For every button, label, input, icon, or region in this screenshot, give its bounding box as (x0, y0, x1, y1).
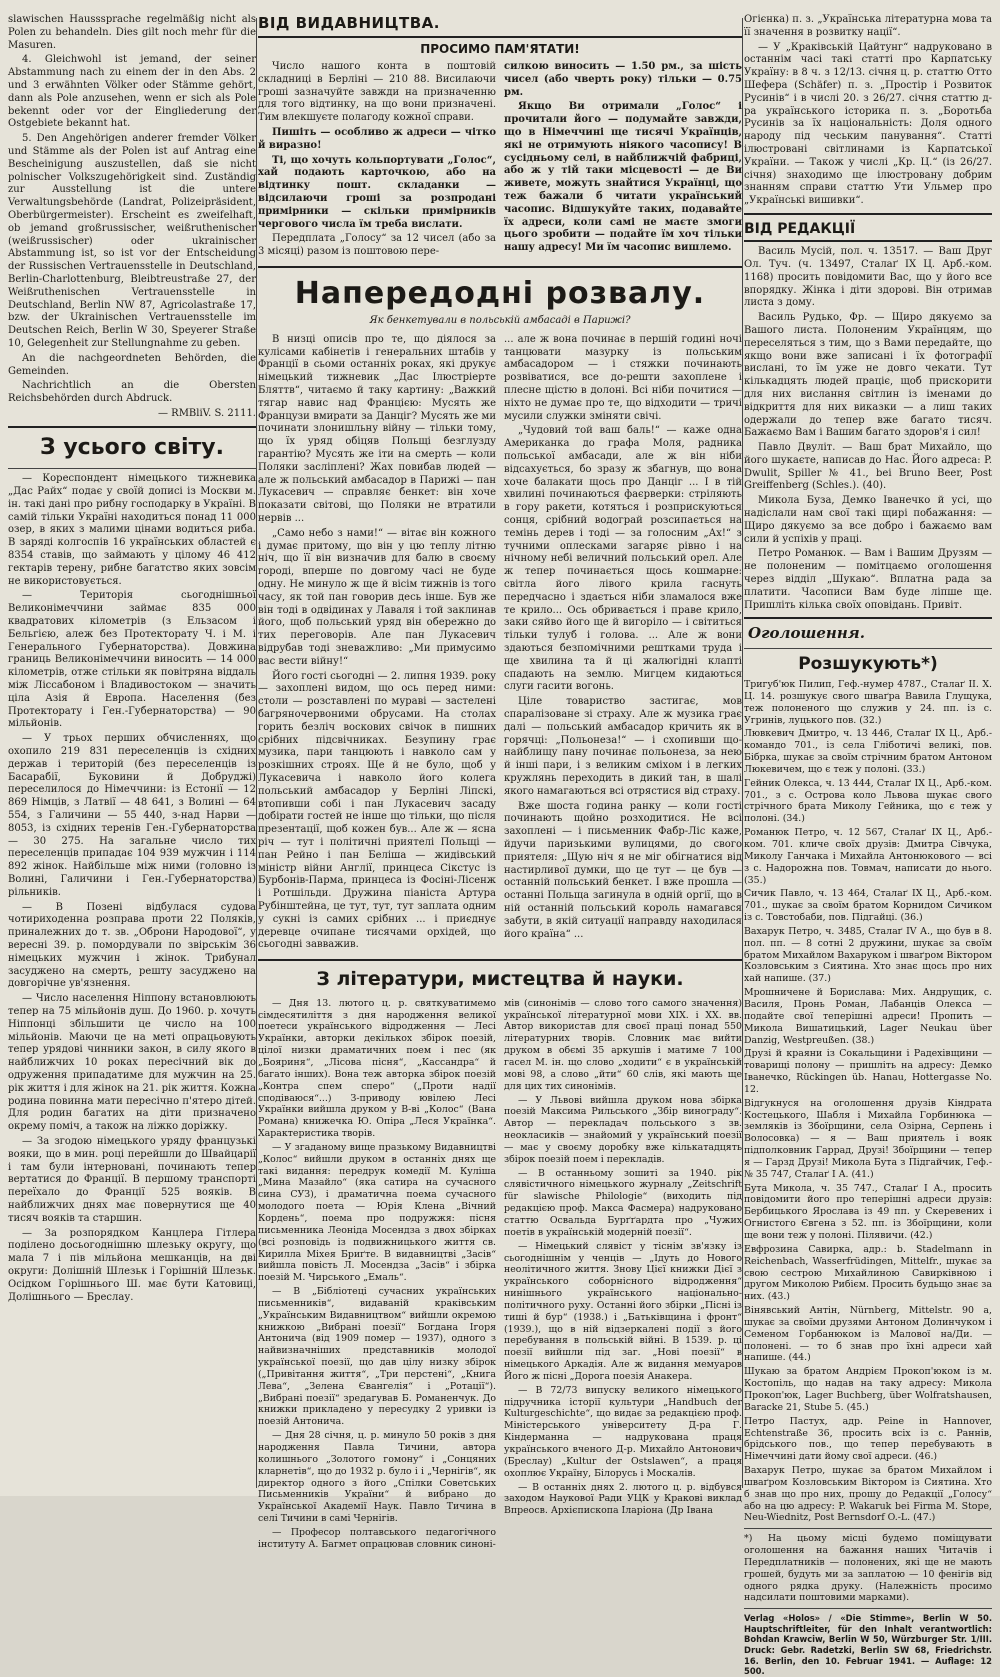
literature-item: мів (синонімів — слово того самого значення) української літературної мови XIX. і XX. вв. Автор використав для своєї праці понад 550 літературних творів. Словник має вийти друком в обємі 35 аркушів і матиме 7 100 гасел М. ін. що слово „ходити“ є в українській мові 98, а слово „йти“ 60 слів, які мають ще для цих тих синонімів. (504, 997, 742, 1092)
german-decree (8, 14, 256, 421)
editorial-replies (744, 246, 992, 612)
news-item: — У трьох перших обчисленнях, що охопило 219 831 переселенців із східних держав і територій (без переселенців із Басарабії, Буковини й Добруджі) переселилося до Німеччини: із Естонії — 12 869 Німців, з Латвії — 48 641, з Волині — 64 554, з Галичини — 55 440, з-над Нарви — 8053, із східних теренів Ген.-Губернаторства — 30 275. На загальне число тих переселенців припадає 104 939 мужчин і 114 892 жінок. Найбільше між ними (головно із Волині, Галичини і Ген.-Губернаторства) рільників. (8, 733, 256, 898)
article-paragraph: ... але ж вона починає в першій годині ночі танцювати мазурку із польським амбасадором — і стяжки починають розвіватися, все до-решти захоплене і плесне щістю в долоні. Всі ніби почитися — ніхто не думає про те, що відходити — тричі мусили служки зміняти свічі. (504, 333, 742, 422)
notice-paragraph: Число нашого конта в поштовій складниці в Берліні — 210 88. Висилаючи гроші зазначуйте завжди на призначенню для того відтинку, на що вони призначені. Тим влекшуєте полагоду кожної справи. (258, 61, 496, 124)
reply-item: Павло Двуліт. — Ваш брат Михайло, що його шукаєте, написав до Нас. Його адреса: P. Dwulit, Spiller № 41., bei Bruno Beer, Post Greiffenberg (Schles.). (40). (744, 442, 992, 492)
wanted-ad: Бута Микола, ч. 35 747., Сталаґ I A., просить повідомити його про теперішні адреси друзів: Бербицького Ярослава із 49 пп. у Скеревених і Огнистого Євгена з 52. пп. із Збоїрщини, коли ще вони теж у полоні. Пілявичи. (42.) (744, 1182, 992, 1242)
reply-item: Василь Рудько, Фр. — Щиро дякуємо за Вашого листа. Полоненим Українцям, що переселяться з тим, що з Вами передайте, що якщо вони вже записані і їх фотографії вислані, то їм уже не довго чекати. Тут кількадцять людей праціє, щоб прискорити для них вислання світлин із іменами до відкриття для них виказки — а лиш таких одержали до тепер вже багато тисяч. Бажаємо Вам і Вашим багато здоров'я і сил! (744, 312, 992, 439)
notice-paragraph: силкою виносить — 1.50 рм., за шість чисел (або чверть року) тільки — 0.75 рм. (504, 61, 742, 98)
wanted-ad: Романюк Петро, ч. 12 567, Сталаґ IX Ц., Арб.-ком. 701. кличе своїх друзів: Дмитра Сівчука, Миколу Ганчака і Михайла Антонюкового — всі з с. Надорожна пов. Товмач, написати до нього. (35.) (744, 827, 992, 886)
decree-paragraph: slawischen Hausssprache regelmäßig nicht als Polen zu behandeln. Dies gilt noch mehr für die Masuren. (8, 14, 256, 51)
editorial-title: ВІД РЕДАКЦІЇ (744, 220, 992, 242)
wanted-ad: Лювкевич Дмитро, ч. 13 446, Сталаґ IX Ц., Арб.-командо 701., із села Гліботичі великі, пов. Бібрка, шукає за своїм стрічним братом Антоном Люкевичем, що є теж у полоні. (33.) (744, 728, 992, 775)
decree-signature: — RMBliV. S. 2111. (157, 407, 256, 419)
divider (258, 959, 742, 961)
news-item: — За розпорядком Канцлера Гітлера поділено досьогоднішню шлезьку округу, що мала 7 і пів мільйона мешканців, на дві округи: Долішній Шлезьк і Горішній Шлезьк. Осідком Горішнього Ш. має бути Катовиці, Долішнього — Бреслау. (8, 1227, 256, 1303)
literature-item: — Професор полтавського педагогічного інституту А. Багмет опрацював словник синоні- (258, 1526, 496, 1550)
reply-item: Петро Романюк. — Вам і Вашим Друзям — не полоненим — помітцаємо оголошення через відділ „Шукаю“. Вплатна рада за платити. Часописи Вам буде ліпше ще. Пришліть кілька своїх оповідань. Привіт. (744, 548, 992, 611)
notice-paragraph: Якщо Ви отримали „Голос“ і прочитали його — подумайте завжди, що в Німеччині ще тисячі Українців, які не отримують ніякого часопису! В сусідньому селі, в найближчій фабриці, або ж у тій таки місцевості — де Ви живете, можуть знайтися Українці, що теж бажали б читати український часопис. Відшукуйте таких, подавайте їх адреси, коли самі не маєте змоги цього зробити — подайте їм хоч тільки нашу адресу! Ми їм часопис вишлемо. (504, 101, 742, 254)
wanted-ad: Мрошничене й Борислава: Мих. Андрущик, с. Василя, Пронь Роман, Лабанців Олекса — подайте свої теперішні адреси! Пропить — Микола Вишатицький, Lager Neukau über Danzig, Westpreußen. (38.) (744, 987, 992, 1046)
literature-item: — В 72/73 випуску великого німецького підручника історії культури „Handbuch der Kulturgeschichte“, що видає за редакцією проф. Міністерського університету Д-ра Г. Кіндерманна — надрукована праця українського вченого Д-р. Михайло Антонович (Бреслау) „Kultur der Ostslawen“, а праця охоплює Україну, Білорусь і Москалів. (504, 1384, 742, 1479)
column-paragraph: — У „Краківській Цайтунг“ надруковано в останнім часі такі статті про Карпатську Україну: в 8 ч. з 12/13. січня ц. р. статтю Отто Шефера (Schäfer) п. з. „Простір і Розвиток Русинів“ і в числі 20. з 26/27. січня статтю д-ра українського історика п. з. „Боротьба Русинів за їх національність: Доля одного народу під чеським панування“. Статті ілюстровані світлинами із Карпатської України. — Також у числі „Кр. Ц.“ (із 26/27. січня) знаходимо ще ілюстровану добрим знанням справи статтю Ути Ульмер про „Українські вишивки“. (744, 41, 992, 207)
wanted-ad: Вахарук Петро, ч. 3485, Сталаґ IV А., що був в 8. пол. пп. — 8 сотні 2 дружини, шукає за своїм братом Михайлом Вахаруком і шваґром Віктором Козловським з Сиятина. Хто знає щось про них хай напише. (37.) (744, 925, 992, 985)
divider (8, 426, 256, 428)
literature-item: — Дня 13. лютого ц. р. святкуватимемо сімдесятиліття з дня народження великої поетеси українського відродження — Лесі Українки, авторки декількох збірок поезій, цілої низки драматичних поем і пес (як „Бояриня“, „Лісова пісня“, „Кассандра“ й багато інших). Вона теж авторка збірок поезій „Контра спем сперо“ („Проти надії сподіваюся“...) З-приводу ювілею Лесі Українки вийшла друком у В-ві „Колос“ (Вана Романа) книжечка Ю. Опіра „Леся Українка“. Характеристика творів. (258, 997, 496, 1140)
reply-item: Василь Мусій, пол. ч. 13517. — Ваш Друг Ол. Туч. (ч. 13497, Сталаґ IX Ц. Арб.-ком. 1168) просить повідомити Вас, що у його все впорядку. Жінка і діти здорові. Він отримав листа з дому. (744, 246, 992, 309)
wanted-ad: Петро Пастух, адр. Peine in Hannover, Echtenstraße 36, просить всіх із с. Раннів, брідського пов., що тепер перебувають в Німеччині дати йому свої адреси. (46.) (744, 1415, 992, 1463)
ads-title: Оголошення. (748, 624, 865, 643)
article-paragraph: Вже шоста година ранку — коли гості починають щойно розходитися. Не всі захоплені — і письменник Фабр-Ліс каже, йдучи паризькими вулицями, до свого приятеля: „Щую ніч я не міг обігнатися від настирливої думки, що це тут — це був — останній польський бенкет. І вже прошла — останні Польща загинула в одній оргії, що в ній останній польський король намагався забути, в якій ситуації направду находилася його країна“ ... (504, 800, 742, 940)
publisher-notice (258, 61, 742, 261)
decree-paragraph: Nachrichtlich an die Obersten Reichsbehörden durch Abdruck. (8, 380, 256, 405)
left-column (8, 14, 256, 1489)
remember-title: ПРОСИМО ПАМ'ЯТАТИ! (420, 41, 580, 56)
article-paragraph: „Само небо з нами!“ — вітає він кожного і думає притому, що він у цю теплу літню ніч, що її він визначив для балю в своєму городі, вперше по довгому часі не буде одну. Не минуло ж ще й вісім тижнів із того часу, як той пан говорив десь інше. Був же він тоді в одвідинах у Лаваля і той заклинав його, щоб польський уряд він обережно до тих переговорів. Але пан Лукасевич відрубав тоді зневажливо: „Ми примусимо вас вести війну!“ (258, 527, 496, 667)
decree-paragraph: An die nachgeordneten Behörden, die Gemeinden. (8, 352, 256, 377)
wanted-ad: Евфрозина Савирка, адр.: b. Stadelmann in Reichenbach, Wasserfrüdingen, Mittelfr., шукає за свою сестрою Михайлиною Савирківною і другом Миколою Рибієм. Просить будьщо знає за них. (43.) (744, 1243, 992, 1303)
wanted-ad: Шукаю за братом Андрієм Прокоп'юком із м. Костопіль, що надав на таку адресу: Микола Прокоп'юк, Lager Buchberg, über Wolfratshausen, Baracke 21, Stube 5. (45.) (744, 1366, 992, 1413)
divider (744, 213, 992, 215)
wanted-ad: Відгукнуся на оголошення друзів Кіндрата Костецького, Шабля і Михайла Горбинюка — земляків із Збоїрщини, села Озірна, Серпень і Волосовка) — я — Ваш приятель і вояк підполковник Гаррад, Друзі! Збоїрщини — тепер я — Гарзд Друзі! Микола Бута з Підгайчик, Геф.-№ 35 747, Сталаґ I A. (41.) (744, 1097, 992, 1180)
literature-item: — У згаданому вище празькому Видавництві „Колос“ вийшли друком в останніх днях ще такі видання: передрук комедії М. Куліша „Мина Мазайло“ (яка сатира на сучасного сина СУЗ), і драматична поема сучасного молодого поета — Юрія Клена „Вічний Кордень“, поема про подружжя: пісня письменника Леоніда Мосендза з двох збірках (всі розповідь із подвижницького життя св. Кирилла Міхея Бриґте. В видавництві „Засів“ вийшла повість Л. Мосендза „Засів“ і збірка поезій М. Чирського „Емаль“. (258, 1141, 496, 1284)
literature-item: — У Львові вийшла друком нова збірка поезій Максима Рильського „Збір винограду“. Автор — перекладач польського з зв. неокласиків — знайомий у український поезії — має у своєму доробку вже кількатадцять збірок поезій поем і перекладів. (504, 1094, 742, 1165)
wanted-ad: Вінявський Антін, Nürnberg, Mittelstr. 90 а, шукає за своїми друзями Антоном Долинчуком і Семеном Горбанюком із Малової на/Ди. — полонені. — то б знав про їхні адреси хай напише. (44.) (744, 1305, 992, 1364)
wanted-list (744, 679, 992, 1524)
news-item: — Число населення Ніппону встановлюють тепер на 75 мільйонів душ. До 1960. р. хочуть Ніппонці збільшити це число на 100 мільйонів. Маючи це на меті опрацьовують тепер урядові чинники закон, в силу якого в найближчих 10 роках пересічний вік до одруження припадатиме для мужчин на 25. рік життя і для жінок на 21. рік життя. Кожна родина повинна мати пересічно п'ятеро дітей. Для родин багатих на діти призначено окрему поміч, а також на ліжко доріжку. (8, 993, 256, 1133)
divider (8, 468, 256, 469)
divider (258, 266, 742, 268)
literature-item: — В останніх днях 2. лютого ц. р. відбувся заходом Наукової Ради УЦК у Кракові виклад Впреосв. Архієпископа Іларіона (Др Івана (504, 1481, 742, 1517)
divider (744, 1528, 992, 1529)
column-rule-right (742, 18, 743, 1488)
literature-item: — В останньому зошиті за 1940. рік слявістичного німецького журналу „Zeitschrift für slawische Philologie“ (виходить під редакцією проф. Макса Фасмера) надруковано статтю Освальда Бурґґардта про „Чужих поетів в українській модерній поезії“. (504, 1167, 742, 1238)
wanted-ad: Друзі й краяни із Сокальщини і Радехівщини — товарищі полону — пришліть на адресу: Демко Іванечко, Rückingen üb. Hanau, Hottergasse No. 12. (744, 1048, 992, 1095)
notice-paragraph: Пишіть — особливо ж адреси — чітко й виразно! (258, 127, 496, 151)
column-rule-left (256, 18, 257, 1488)
divider (744, 617, 992, 619)
literature-section (258, 998, 742, 1553)
publisher-section-title: ВІД ВИДАВНИЦТВА. (258, 14, 742, 38)
reply-item: Микола Буза, Демко Іванечко й усі, що надіслали нам свої такі щирі побажання: — Щиро дякуємо за все добро і бажаємо вам сили й успіхів у праці. (744, 495, 992, 545)
news-item: — В Позені відбулася судова чотириходенна розправа проти 22 Поляків, приналежних до т. зв. „Оброни Народової“, у вересні 39. р. помордували по звірськім 36 німецьких мужчин і жінок. Трибунал засуджено на смерть, решту засуджено на довгорічне ув'язнення. (8, 901, 256, 990)
wanted-footnote: *) На цьому місці будемо поміщувати оголошення на бажання наших Читачів і Передплатників — полонених, які ще не мають грошей, будуть ми за заплатою — 10 фенігів від одного рядка друку. (Належність просимо надсилати поштовими марками). (744, 1533, 992, 1604)
literature-item: — В „Бібліотеці сучасних українських письменників“, видаваній краківським „Українським Видавництвом“ вийшли окремою книжкою „Вибрані поезії“ Богдана Ігоря Антонича (від 1909 помер — 1937), одного з найвизначніших представників молодої української поезії, що дав цілу низку збірок („Привітання життя“, „Три перстені“, „Книга Лева“, „Зелена Євангелія“ і „Ротації“). „Вибрані поезії“ зредагував Б. Романенчук. До книжки прикладено у пересудку 2 уривки із поезій Антонича. (258, 1286, 496, 1428)
news-item: — За згодою німецького уряду французькі вояки, що в мин. році перейшли до Швайцарії і там були інтерновані, починають тепер вертатися до Франції. В першому транспорті переїхало до Франції 525 вояків. В найближчих днях має повернутися ще 40 тисяч вояків та старшин. (8, 1135, 256, 1224)
news-item: — Територія сьогоднішньої Великонімеччини займає 835 000 квадратових кілометрів (з Ельзасом і Бельгією, алеж без Протекторату Ч. і М. і Генерального Губернаторства). Довжина границь Великонімеччини виносить — 14 000 кілометрів, отже стільки як повітряна віддаль між Ліссабоном і Владивостоком — значить ціла Азія й Европа. Населення (без Протекторату і Ген.-Губернаторства) — 90 мільйонів. (8, 590, 256, 730)
literature-title: З літератури, мистецтва й науки. (316, 968, 684, 991)
divider (744, 1608, 992, 1609)
article-paragraph: „Чудовий той ваш баль!“ — каже одна Американка до графа Моля, радника польської амбасади, але ж він ніби відсахується, бо зразу ж збагнув, що вона хоче балакати щось про Данціг ... І в тій хвилині починаються фаєрверки: стріляють в гору ракети, котяться і розприскуються сонця, срібний водограй розсипається на темінь дерев і тоді — за голосним „Ах!“ з тучними оплесками загаряє рівно і на нічному небі величний польський орел. Але ж тепер починається щось кошмарне: світла його лівого крила гаснуть передчасно і здається ніби зламалося вже те крило... Ось обривається і праве крило, заки сяйво його ще й вигоріло — і світиться тільки тулуб і голова. ... Але ж вони здаються безпомічними рештками труда і ще хвилина та й ці жалюгідні клапті спадають на землю. Мигцем кидаються слуги гасити вогонь. (504, 425, 742, 693)
wanted-ad: Сичик Павло, ч. 13 464, Сталаґ IX Ц., Арб.-ком. 701., шукає за своїм братом Корнидом Сичиком із с. Товстобаби, пов. Підгайці. (36.) (744, 888, 992, 924)
divider (744, 648, 992, 649)
article-paragraph: В низці описів про те, що діялося за кулісами кабінетів і генеральних штабів у Франції в сьоми останніх роках, які друкує німецький тижневик „Дас Ілюстріерте Бляттв“, читаємо й таку картину: „Важкий тягар навис над Францією: Мусять же Французи вмирати за Данціг? Мусять же ми починати злонишльну війну — тільки тому, що їх уряд обіцяв Польщі безглузду гарантію? Мусять же іти на смерть — коли Поляки засліплені? Жах повибав людей — але ж польський амбасадор в Парижі — пан Лукасевич — справляє бенкет: він хоче показати світові, що Поляки не втратили нервів ... (258, 333, 496, 524)
column-paragraph: Огієнка) п. з. „Українська літературна мова та її значення в розвитку нації“. (744, 14, 992, 38)
article-paragraph: Ціле товариство застигає, мов спаралізоване зі страху. Але ж музика грає далі — польський амбасадор кричить як в горячці: „Польонеза!“ — і схопивши що-найблищу пану починає польонеза, за нею й інші пари, і з великим сміхом і в легких кружлянь переходить в дикий тан, в шалі якого намагаються всі отрястися від страху. (504, 696, 742, 797)
world-news-title: З усього світу. (40, 434, 224, 460)
notice-paragraph: Передплата „Голосу“ за 12 чисел (або за 3 місяці) разом із поштовою пере- (258, 233, 496, 258)
world-news (8, 473, 256, 1304)
decree-paragraph: 4. Gleichwohl ist jemand, der seiner Abstammung nach zu einem der in den Abs. 2 und 3 erwähnten Völker oder Stämme gehört, dann als Pole anzusehen, wenn er sich als Pole bekennt oder vor der Eingliederung der Ostgebiete bekannt hat. (8, 54, 256, 130)
wanted-ad: Гейник Олекса, ч. 13 444, Сталаґ IX Ц., Арб.-ком. 701., з с. Острова коло Львова шукає свого стрічного брата Миколу Гейника, що є теж у полоні. (34.) (744, 777, 992, 825)
news-item: — Кореспондент німецького тижневика „Дас Райх“ подає у своїй дописі із Москви м. ін. такі дані про рибну господарку в Україні. В самій тільки Україні находиться понад 11 000 озер, в яких з малими цінами водиться риба. В заряді колгоспів 16 українських областей є 8354 ставів, що займають у цілому 46 412 гектарів терену, рибне багатство яких зовсім не використовується. (8, 473, 256, 587)
article-paragraph: Його гості сьогодні — 2. липня 1939. року — захоплені видом, що ось перед ними: столи — розставлені по мураві — застелені багряночервоними обрусами. На столах горить безліч воскових свічок в пишних срібних підсвічниках. Безупину грає музика, пари танцюють і навколо сам у розкішних строях. Ще й не було, щоб у Лукасевича і навколо його колега польський амбасадор у Берліні Ліпскі, втопивши собі і пан Лукасевич засаду добірати гостей не інше що тільки, що після презентації, щоб кожен був... Але ж — ясна річ — тут і політичні приятелі Польщі — пан Рейно і пан Беліша — жидівський міністр війни Англії, принцеса Сікстус із Бурбонів-Парма, принцеса із Фосіні-Лісенж і Ротшільди. Дружина піаніста Артура Рубінштейна, це тут, тут, тут заплата одним у сукні із самих срібних ... і приєднує деревце очипане тисячами орхідей, що сьогодні завважив. (258, 670, 496, 951)
notice-paragraph: Ті, що хочуть кольпортувати „Голос“, хай подають карточкою, або на відтинку пошт. складанки — відсилаючи гроші за розпродані примірники — скільки примірників чергового числа їм треба вислати. (258, 154, 496, 230)
eve-of-collapse-subtitle: Як бенкетували в польській амбасаді в Парижі? (369, 315, 631, 327)
wanted-ad: Тригуб'юк Пилип, Геф.-нумер 4787., Сталаґ II. Х. Ц. 14. розшукує свого шваґра Вавила Глущука, теж полоненого що служив у 24. пп. із с. Угринів, луцького пов. (32.) (744, 679, 992, 726)
literature-item: — Німецький слявіст у тіснім зв'язку із сьогоднішнім у ченців — „Ідуть до Нового неолітичного життя. Знову Цієї книжки Дієї з українського соборнісного відродження“ нинішнього українського національно-політичного руху. Останні його збірки „Пісні із тиші й бур“ (1938.) і „Батьківщина і фронт“ (1939.), що в ній відзеркалені події з його перебування в польській війні. В 1539. р. ці поезії вийшли під заг. „Нові поезії“ в німецького Аркадія. Але ж видання мемуаров Його ж пісні „Дорога поезія Анакера. (504, 1240, 742, 1382)
right-column (744, 14, 992, 1677)
eve-of-collapse-article (258, 334, 742, 954)
imprint: Verlag «Holos» / «Die Stimme», Berlin W 50. Hauptschriftleiter, für den Inhalt verantwortlich: Bohdan Krawciw, Berlin W 50, Würzburger Str. 1/III. Druck: Gebr. Radetzki, Berlin SW 68, Friedrichstr. 16. Berlin, den 10. Februar 1941. — Auflage: 12 500. (744, 1613, 992, 1677)
wanted-ad: Вахарук Петро, шукає за братом Михайлом і шваґром Козловським Віктором із Сиятина. Хто б знав що про них, прошу до Редакції „Голосу“ або на цю адресу: P. Wakaruk bei Firma M. Stope, Neu-Wiednitz, Post Bernsdorf O.-L. (47.) (744, 1465, 992, 1524)
decree-paragraph: 5. Den Angehörigen anderer fremder Völker und Stämme als der Polen ist auf Antrag eine Bescheinigung auszustellen, daß sie nicht polnischer Volkszugehörigkeit sind. Zuständig zur Ausstellung ist die untere Verwaltungsbehörde (Landrat, Polizeipräsident, Oberbürgermeister). Erscheint es zweifelhaft, ob jemand großrussischer, weißruthenischer (weißrussischer) oder ukrainischer Abstammung ist, so ist vor der Entscheidung der Russischen Vertrauensstelle in Deutschland, Berlin-Charlottenburg, Bleibtreustraße 27, der Weißruthenischen Vertrauensstelle in Deutschland, Berlin NW 87, Agricolastraße 17, bzw. der Ukrainischen Vertrauensstelle im Deutschen Reich, Berlin W 30, Speyerer Straße 10, Gelegenheit zur Stellungnahme zu geben. (8, 133, 256, 349)
wanted-title: Розшукують*) (798, 653, 938, 674)
eve-of-collapse-title: Напередодні розвалу. (294, 276, 706, 312)
center-column (258, 14, 742, 1550)
literature-item: — Дня 28 січня, ц. р. минуло 50 років з дня народження Павла Тичини, автора колишнього „Золотого гомону“ і „Сонцяних кларнетів“, що до 1932 р. було і і „Чернігів“, як директор одного з його „Спілки Советських Письменників України“ й вибрано до Української Академії Наук. Павло Тичина в селі Тичини в самі Чернігів. (258, 1430, 496, 1525)
